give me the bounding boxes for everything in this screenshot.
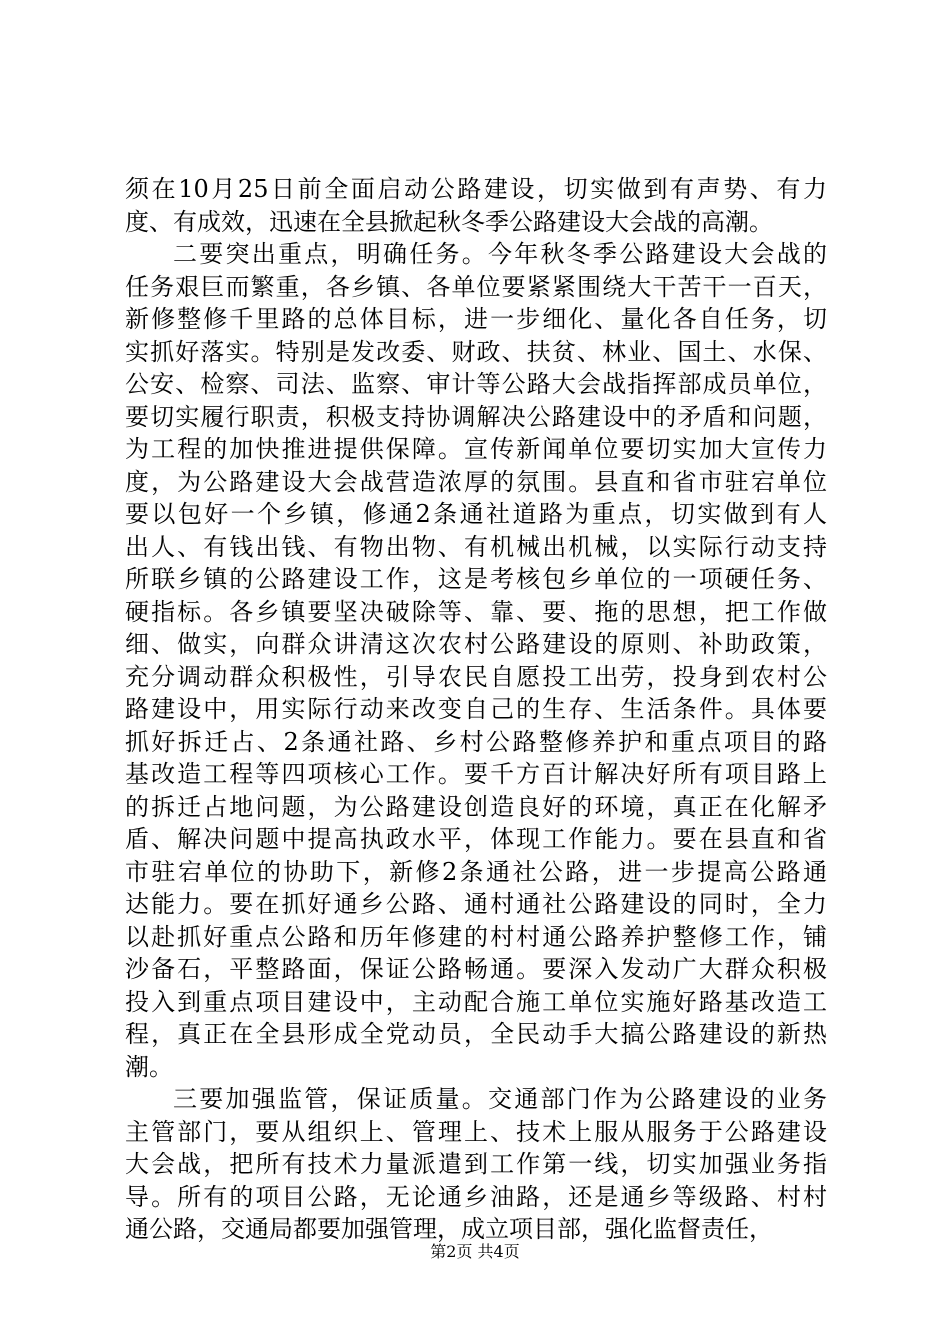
text-line: 所联乡镇的公路建设工作，这是考核包乡单位的一项硬任务、 [125,565,827,593]
text-line: 基改造工程等四项核心工作。要千方百计解决好所有项目路上 [125,760,827,788]
text-line: 须在10月25日前全面启动公路建设，切实做到有声势、有力 [125,175,827,203]
text-line: 的拆迁占地问题，为公路建设创造良好的环境，真正在化解矛 [125,792,827,821]
text-line: 导。所有的项目公路，无论通乡油路，还是通乡等级路、村村 [125,1182,827,1211]
text-line: 硬指标。各乡镇要坚决破除等、靠、要、拖的思想，把工作做 [125,597,827,626]
text-line: 为工程的加快推进提供保障。宣传新闻单位要切实加大宣传力 [125,435,827,463]
text-line: 出人、有钱出钱、有物出物、有机械出机械，以实际行动支持 [125,532,827,561]
text-line: 大会战，把所有技术力量派遣到工作第一线，切实加强业务指 [125,1150,827,1178]
paragraph-p3 [125,1083,827,1246]
text-line: 二要突出重点，明确任务。今年秋冬季公路建设大会战的 [173,240,827,268]
text-line: 充分调动群众积极性，引导农民自愿投工出劳，投身到农村公 [125,662,827,691]
text-line: 市驻宕单位的协助下，新修2条通社公路，进一步提高公路通 [125,857,827,886]
paragraph-p1 [125,173,827,238]
document-body [125,173,827,1246]
page-footer: 第2页 共4页 [430,1242,520,1261]
paragraph-p2 [125,238,827,1083]
text-line: 细、做实，向群众讲清这次农村公路建设的原则、补助政策， [125,630,827,658]
text-line: 公安、检察、司法、监察、审计等公路大会战指挥部成员单位， [125,370,827,398]
text-line: 程，真正在全县形成全党动员，全民动手大搞公路建设的新热 [125,1020,827,1048]
text-line: 度、有成效，迅速在全县掀起秋冬季公路建设大会战的高潮。 [125,207,773,236]
text-line: 盾、解决问题中提高执政水平，体现工作能力。要在县直和省 [125,825,827,853]
text-line: 抓好拆迁占、2条通社路、乡村公路整修养护和重点项目的路 [125,727,827,756]
text-line: 实抓好落实。特别是发改委、财政、扶贫、林业、国土、水保、 [125,337,827,366]
text-line: 达能力。要在抓好通乡公路、通村通社公路建设的同时，全力 [125,890,827,918]
text-line: 主管部门，要从组织上、管理上、技术上服从服务于公路建设 [125,1117,827,1146]
text-line: 以赴抓好重点公路和历年修建的村村通公路养护整修工作，铺 [125,922,827,951]
text-line: 潮。 [125,1052,173,1081]
text-line: 新修整修千里路的总体目标，进一步细化、量化各自任务，切 [125,305,827,333]
text-line: 沙备石，平整路面，保证公路畅通。要深入发动广大群众积极 [125,955,827,983]
text-line: 三要加强监管，保证质量。交通部门作为公路建设的业务 [173,1085,827,1113]
text-line: 通公路，交通局都要加强管理，成立项目部，强化监督责任， [125,1215,773,1243]
text-line: 路建设中，用实际行动来改变自己的生存、生活条件。具体要 [125,695,827,723]
text-line: 投入到重点项目建设中，主动配合施工单位实施好路基改造工 [125,987,827,1016]
text-line: 任务艰巨而繁重，各乡镇、各单位要紧紧围绕大干苦干一百天， [125,272,827,301]
text-line: 要切实履行职责，积极支持协调解决公路建设中的矛盾和问题， [125,402,827,431]
text-line: 度，为公路建设大会战营造浓厚的氛围。县直和省市驻宕单位 [125,467,827,496]
text-line: 要以包好一个乡镇，修通2条通社道路为重点，切实做到有人 [125,500,827,528]
